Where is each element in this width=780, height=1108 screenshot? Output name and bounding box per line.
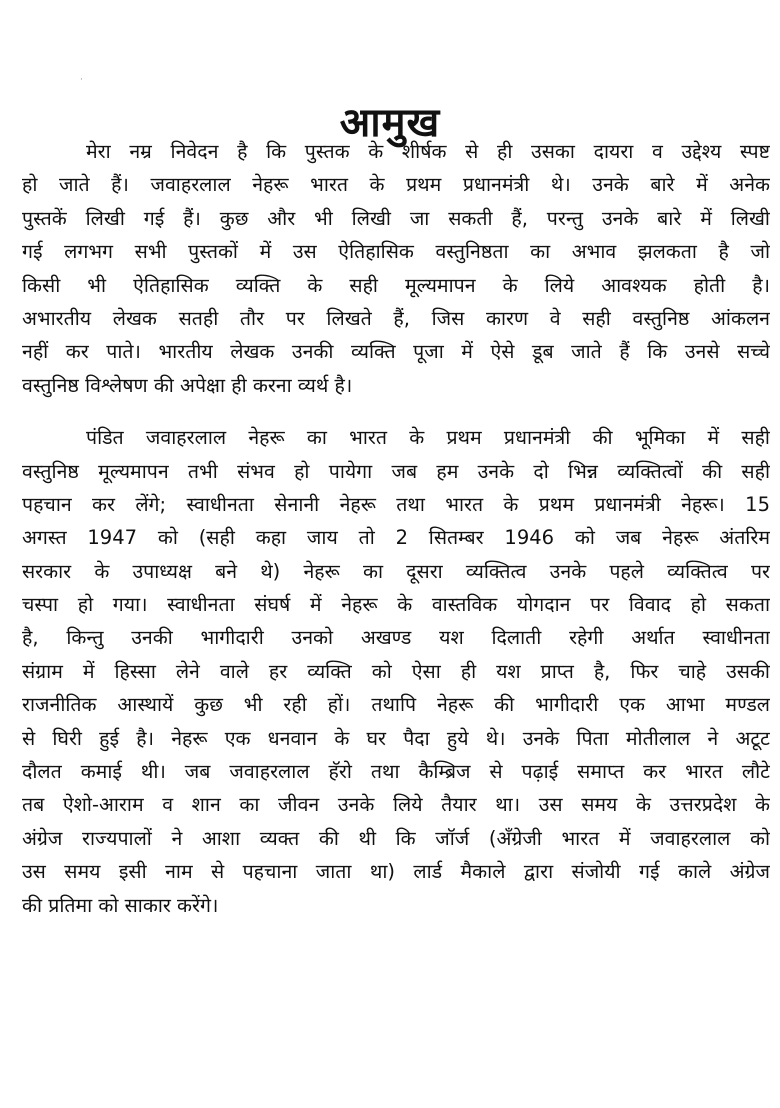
page-body — [22, 135, 770, 922]
text-line: मेरा नम्र निवेदन है कि पुस्तक के शीर्षक से ही उसका दायरा व उद्देश्य स्पष्ट — [86, 140, 770, 163]
text-line: नहीं कर पाते। भारतीय लेखक उनकी व्यक्ति पूजा में ऐसे डूब जाते हैं कि उनसे सच्चे — [22, 340, 770, 364]
text-line: संग्राम में हिस्सा लेने वाले हर व्यक्ति को ऐसा ही यश प्राप्त है, फिर चाहे उसकी — [22, 659, 770, 683]
text-line: तब ऐशो-आराम व शान का जीवन उनके लिये तैयार था। उस समय के उत्तरप्रदेश के — [22, 793, 770, 817]
paragraph-2 — [22, 421, 770, 922]
text-line: दौलत कमाई थी। जब जवाहरलाल हॅरो तथा कैम्ब्रिज से पढ़ाई समाप्त कर भारत लौटे — [22, 760, 770, 784]
text-line: पहचान कर लेंगे; स्वाधीनता सेनानी नेहरू तथा भारत के प्रथम प्रधानमंत्री नेहरू। 15 — [22, 492, 770, 516]
text-line: उस समय इसी नाम से पहचाना जाता था) लार्ड मैकाले द्वारा संजोयी गई काले अंग्रेज — [22, 860, 770, 884]
text-line: गई लगभग सभी पुस्तकों में उस ऐतिहासिक वस्तुनिष्ठता का अभाव झलकता है जो — [22, 240, 770, 264]
text-line: किसी भी ऐतिहासिक व्यक्ति के सही मूल्यमापन के लिये आवश्यक होती है। — [22, 273, 770, 297]
text-line: चस्पा हो गया। स्वाधीनता संघर्ष में नेहरू के वास्तविक योगदान पर विवाद हो सकता — [22, 593, 770, 617]
text-line: है, किन्तु उनकी भागीदारी उनको अखण्ड यश दिलाती रहेगी अर्थात स्वाधीनता — [22, 626, 770, 650]
text-line: से घिरी हुई है। नेहरू एक धनवान के घर पैदा हुये थे। उनके पिता मोतीलाल ने अटूट — [22, 726, 770, 750]
page-title: आमुख — [339, 99, 441, 146]
text-line: राजनीतिक आस्थायें कुछ भी रही हों। तथापि नेहरू की भागीदारी एक आभा मण्डल — [22, 693, 770, 717]
text-line: की प्रतिमा को साकार करेंगे। — [22, 893, 219, 917]
text-line: हो जाते हैं। जवाहरलाल नेहरू भारत के प्रथम प्रधानमंत्री थे। उनके बारे में अनेक — [22, 173, 770, 197]
text-line: पुस्तकें लिखी गई हैं। कुछ और भी लिखी जा सकती हैं, परन्तु उनके बारे में लिखी — [22, 206, 770, 230]
text-line: अभारतीय लेखक सतही तौर पर लिखते हैं, जिस कारण वे सही वस्तुनिष्ठ आंकलन — [22, 306, 770, 330]
text-line: सरकार के उपाध्यक्ष बने थे) नेहरू का दूसरा व्यक्तित्व उनके पहले व्यक्तित्व पर — [22, 559, 770, 583]
text-line: अंग्रेज राज्यपालों ने आशा व्यक्त की थी कि जॉर्ज (अँग्रेजी भारत में जवाहरलाल को — [22, 826, 770, 850]
text-line: वस्तुनिष्ठ मूल्यमापन तभी संभव हो पायेगा जब हम उनके दो भिन्न व्यक्तित्वों की सही — [22, 459, 770, 483]
text-line: अगस्त 1947 को (सही कहा जाय तो 2 सितम्बर 1946 को जब नेहरू अंतरिम — [22, 526, 770, 550]
paragraph-1 — [22, 135, 770, 402]
stray-mark: · — [80, 75, 83, 85]
text-line: वस्तुनिष्ठ विश्लेषण की अपेक्षा ही करना व्यर्थ है। — [22, 373, 353, 397]
text-line: पंडित जवाहरलाल नेहरू का भारत के प्रथम प्रधानमंत्री की भूमिका में सही — [86, 426, 770, 450]
